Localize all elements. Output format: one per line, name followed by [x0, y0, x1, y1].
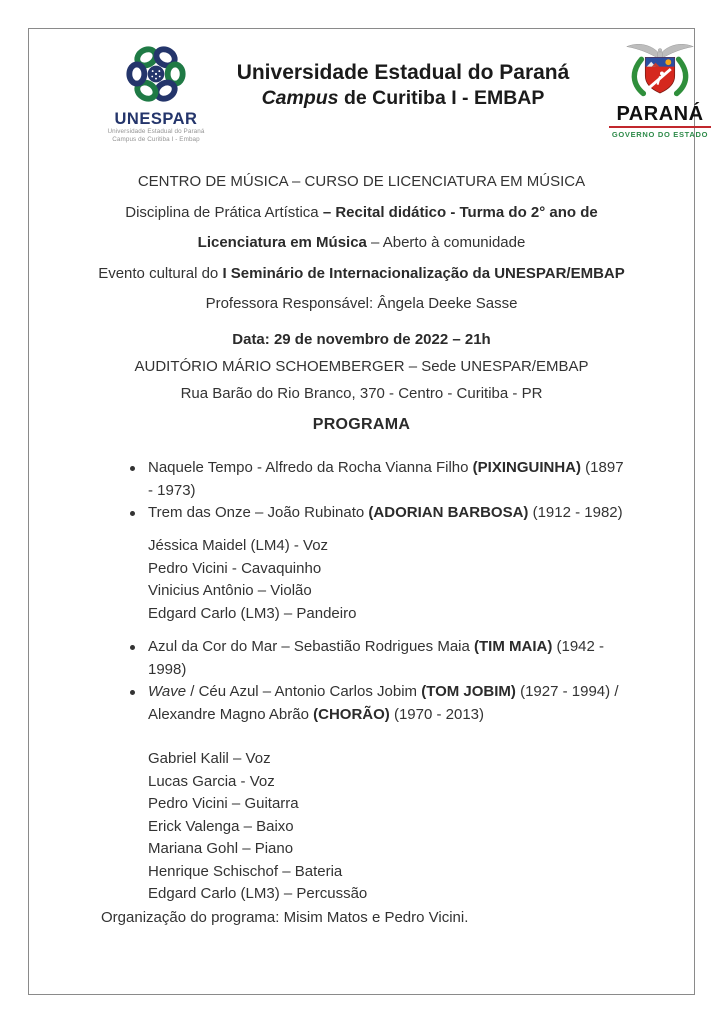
program-item-1 [148, 457, 674, 502]
ensemble-2 [148, 748, 367, 906]
university-title: Universidade Estadual do Paraná [236, 61, 570, 84]
campus-subtitle [215, 86, 591, 111]
item4-years2-run: (1970 - 2013) [389, 705, 485, 723]
item1-years-run: (1897 [581, 459, 624, 476]
performer-line: Pedro Vicini - Cavaquinho [148, 559, 322, 577]
document-page [28, 28, 709, 995]
info-line-auditorio: AUDITÓRIO MÁRIO SCHOEMBERGER – Sede UNESPAR/EMBAP [134, 358, 589, 375]
parana-logo [601, 41, 719, 139]
performer-line: Erick Valenga – Baixo [148, 817, 294, 835]
licenciatura-regular-run: – Aberto à comunidade [366, 234, 526, 251]
program-item-3 [148, 636, 674, 681]
unespar-subline-1: Universidade Estadual do Paraná [107, 128, 205, 135]
performer-line: Jéssica Maidel (LM4) - Voz [148, 537, 329, 554]
item4-wave-italic-run: Wave [148, 683, 187, 700]
program-item-2 [148, 502, 674, 525]
item3-years-run: (1942 - [552, 638, 605, 655]
data-bold-run: Data: 29 de novembro de 2022 – 21h [232, 331, 491, 348]
performer-line: Gabriel Kalil – Voz [148, 750, 271, 767]
evento-bold-run: I Seminário de Internacionalização da UNESPAR/EMBAP [222, 265, 625, 282]
program-heading: PROGRAMA [312, 416, 411, 433]
performer-line: Vinicius Antônio – Violão [148, 582, 312, 599]
parana-crest-icon [617, 41, 703, 103]
bullet-icon [130, 690, 135, 695]
bullet-icon [130, 645, 135, 650]
performer-line: Lucas Garcia - Voz [148, 772, 275, 790]
info-line-evento [29, 265, 694, 282]
item1-artist-bold-run: (PIXINGUINHA) [472, 459, 581, 476]
item3-artist-bold-run: (TIM MAIA) [474, 638, 553, 655]
item2-title-run: Trem das Onze – João Rubinato [148, 504, 369, 521]
bullet-icon [130, 511, 135, 516]
info-line-licenciatura [29, 234, 694, 251]
performer-line: Edgard Carlo (LM3) – Pandeiro [148, 604, 357, 622]
performer-line: Edgard Carlo (LM3) – Percussão [148, 885, 368, 902]
item4-artist2-run: Alexandre Magno Abrão [148, 705, 314, 723]
discipline-bold-run: – Recital didático - Turma do 2° ano de [322, 204, 598, 221]
item1-title-run: Naquele Tempo - Alfredo da Rocha Vianna Filho [148, 459, 473, 476]
item3-years-wrap-run: 1998) [148, 660, 187, 678]
unespar-flower-icon [114, 39, 198, 109]
info-line-center-course: CENTRO DE MÚSICA – CURSO DE LICENCIATURA EM MÚSICA [137, 173, 586, 190]
item4-artist1-bold-run: (TOM JOBIM) [421, 683, 516, 700]
parana-government-line: GOVERNO DO ESTADO [611, 130, 709, 139]
parana-wordmark: PARANÁ [616, 103, 704, 125]
item1-years-wrap-run: - 1973) [148, 481, 196, 499]
unespar-subline-2: Campus de Curitiba I - Embap [112, 135, 200, 143]
evento-regular-run: Evento cultural do [98, 265, 223, 282]
licenciatura-bold-run: Licenciatura em Música [197, 234, 367, 251]
bullet-icon [130, 466, 135, 471]
ensemble-1 [148, 535, 356, 625]
document-title [215, 59, 591, 111]
unespar-wordmark: UNESPAR [114, 110, 198, 128]
unespar-logo [89, 39, 223, 143]
campus-italic-run: Campus [261, 87, 339, 109]
info-line-endereco: Rua Barão do Rio Branco, 370 - Centro - Curitiba - PR [180, 385, 543, 402]
campus-rest-run: de Curitiba I - EMBAP [338, 87, 545, 109]
item4-title-run: / Céu Azul – Antonio Carlos Jobim [186, 683, 422, 700]
parana-red-rule [609, 126, 711, 128]
item4-artist2-bold-run: (CHORÃO) [313, 705, 390, 723]
discipline-regular-run: Disciplina de Prática Artística [125, 204, 323, 221]
performer-line: Henrique Schischof – Bateria [148, 862, 343, 880]
info-line-data [29, 331, 694, 348]
info-line-discipline [29, 204, 694, 221]
item2-years-run: (1912 - 1982) [528, 504, 623, 521]
performer-line: Mariana Gohl – Piano [148, 840, 294, 857]
organization-credit: Organização do programa: Misim Matos e Pedro Vicini. [101, 909, 469, 926]
item4-years1-run: (1927 - 1994) / [515, 683, 619, 700]
item2-artist-bold-run: (ADORIAN BARBOSA) [368, 504, 529, 521]
item3-title-run: Azul da Cor do Mar – Sebastião Rodrigues Maia [148, 638, 475, 655]
program-item-4 [148, 681, 674, 726]
info-line-professora: Professora Responsável: Ângela Deeke Sasse [205, 295, 518, 312]
performer-line: Pedro Vicini – Guitarra [148, 795, 299, 812]
